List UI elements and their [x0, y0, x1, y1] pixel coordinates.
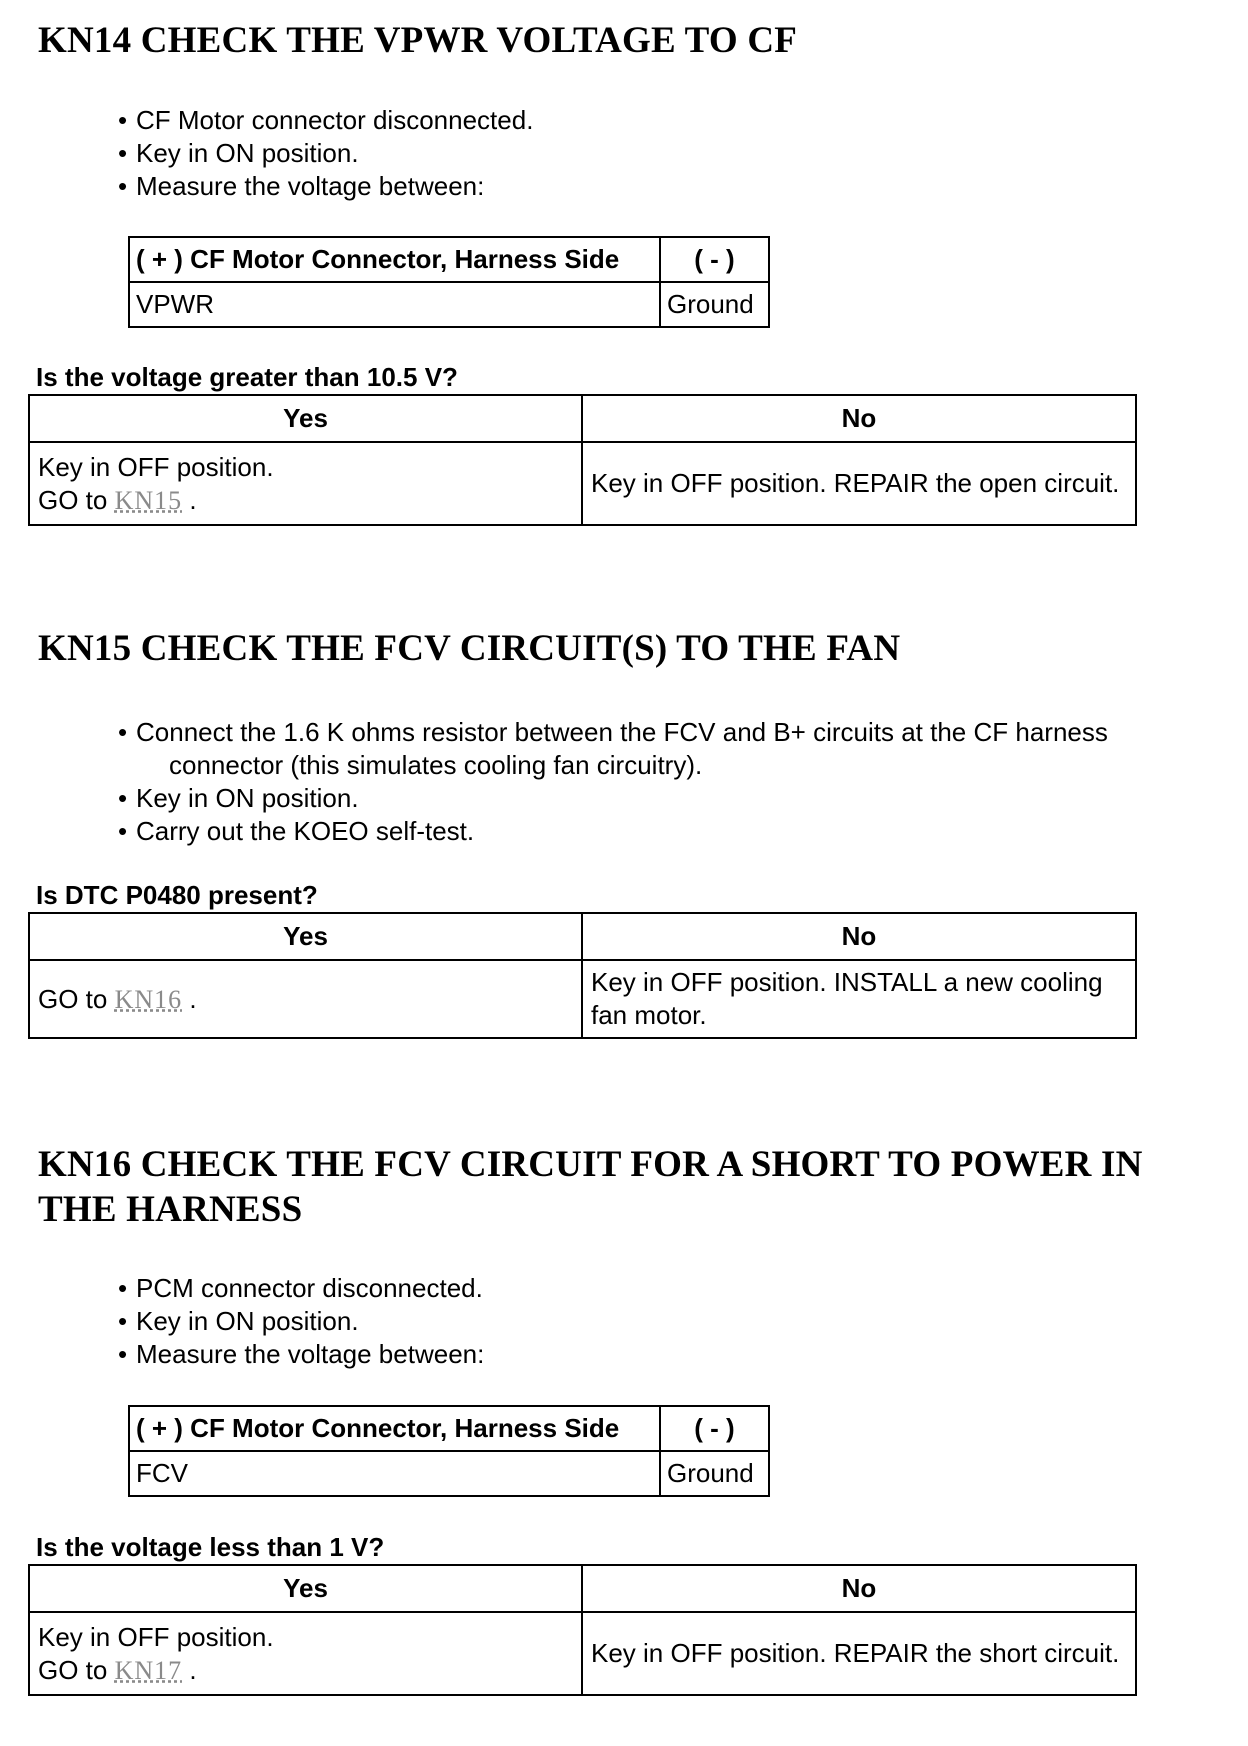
list-item — [118, 104, 1178, 137]
no-header: No — [582, 395, 1136, 442]
list-item-text: Key in ON position. — [136, 1306, 359, 1336]
list-item-text: Carry out the KOEO self-test. — [136, 816, 475, 846]
list-item — [118, 1305, 1178, 1338]
positive-lead-value: FCV — [129, 1451, 660, 1496]
yes-header: Yes — [29, 913, 582, 960]
yes-instruction: Key in OFF position. — [38, 1621, 274, 1652]
goto-link-kn16[interactable]: KN16 — [114, 984, 183, 1014]
negative-lead-header: ( - ) — [660, 237, 769, 282]
list-item — [118, 782, 1178, 815]
positive-lead-header: ( + ) CF Motor Connector, Harness Side — [129, 237, 660, 282]
section-title: KN14 CHECK THE VPWR VOLTAGE TO CF — [38, 20, 798, 61]
result-table — [28, 1564, 1137, 1696]
no-action: Key in OFF position. INSTALL a new cooling fan motor. — [582, 960, 1136, 1038]
goto-suffix: . — [189, 1654, 197, 1685]
section-title-line2: THE HARNESS — [38, 1189, 303, 1230]
measurement-table — [128, 236, 770, 328]
goto-link-kn17[interactable]: KN17 — [114, 1655, 183, 1685]
list-item-text: CF Motor connector disconnected. — [136, 105, 534, 135]
list-item — [118, 1338, 1178, 1371]
yes-instruction: Key in OFF position. — [38, 451, 274, 482]
goto-prefix: GO to — [38, 983, 108, 1014]
negative-lead-header: ( - ) — [660, 1406, 769, 1451]
list-item-text: Connect the 1.6 K ohms resistor between the FCV and B+ circuits at the CF harness — [136, 717, 1108, 747]
list-item-text: Measure the voltage between: — [136, 171, 485, 201]
section-title: KN15 CHECK THE FCV CIRCUIT(S) TO THE FAN — [38, 628, 901, 669]
list-item — [118, 1272, 1178, 1305]
list-item — [118, 137, 1178, 170]
list-item-text: Key in ON position. — [136, 783, 359, 813]
positive-lead-header: ( + ) CF Motor Connector, Harness Side — [129, 1406, 660, 1451]
list-item-text: Key in ON position. — [136, 138, 359, 168]
positive-lead-value: VPWR — [129, 282, 660, 327]
yes-header: Yes — [29, 395, 582, 442]
test-question: Is DTC P0480 present? — [36, 880, 318, 910]
no-header: No — [582, 913, 1136, 960]
negative-lead-value: Ground — [660, 282, 769, 327]
goto-prefix: GO to — [38, 1654, 108, 1685]
section-title — [38, 1142, 1143, 1232]
measurement-table — [128, 1405, 770, 1497]
goto-suffix: . — [189, 983, 197, 1014]
negative-lead-value: Ground — [660, 1451, 769, 1496]
no-action: Key in OFF position. REPAIR the open circuit. — [582, 442, 1136, 525]
list-item-text: PCM connector disconnected. — [136, 1273, 483, 1303]
test-question: Is the voltage less than 1 V? — [36, 1532, 385, 1562]
yes-header: Yes — [29, 1565, 582, 1612]
list-item-continuation: connector (this simulates cooling fan circuitry). — [169, 750, 703, 780]
yes-action — [29, 1612, 582, 1695]
result-table — [28, 912, 1137, 1039]
step-list — [118, 716, 1178, 848]
no-action: Key in OFF position. REPAIR the short circuit. — [582, 1612, 1136, 1695]
section-title-line1: KN16 CHECK THE FCV CIRCUIT FOR A SHORT TO POWER IN — [38, 1144, 1143, 1185]
goto-link-kn15[interactable]: KN15 — [114, 485, 183, 515]
list-item — [118, 716, 1178, 782]
list-item-text: Measure the voltage between: — [136, 1339, 485, 1369]
step-list — [118, 104, 1178, 203]
goto-suffix: . — [189, 484, 197, 515]
test-question: Is the voltage greater than 10.5 V? — [36, 362, 458, 392]
no-header: No — [582, 1565, 1136, 1612]
yes-action — [29, 960, 582, 1038]
list-item — [118, 170, 1178, 203]
yes-action — [29, 442, 582, 525]
goto-prefix: GO to — [38, 484, 108, 515]
step-list — [118, 1272, 1178, 1371]
result-table — [28, 394, 1137, 526]
list-item — [118, 815, 1178, 848]
